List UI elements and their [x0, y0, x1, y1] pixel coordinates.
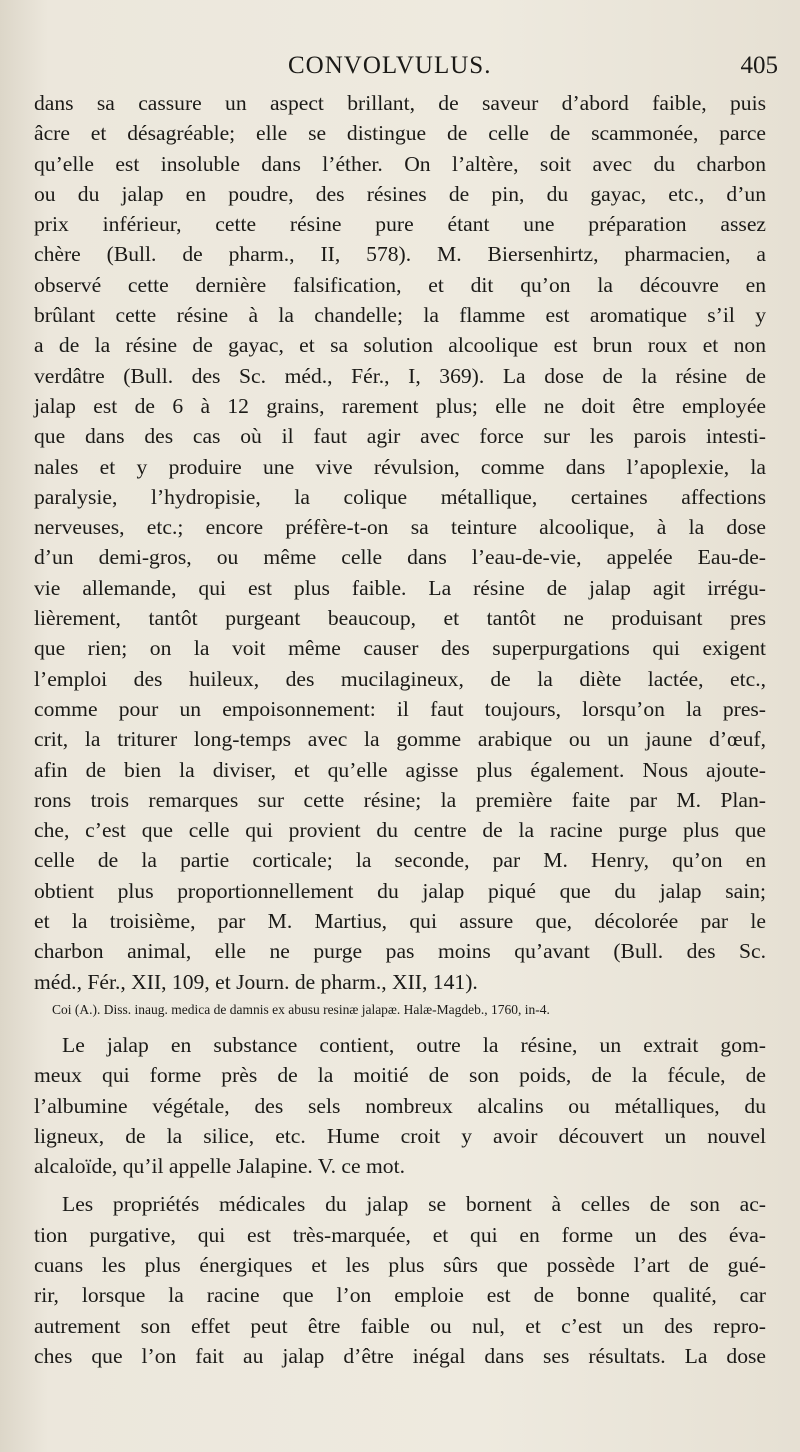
text-line: meux qui forme près de la moitié de son poids, de la fécule, de — [34, 1063, 766, 1088]
text-line: ligneux, de la silice, etc. Hume croit y avoir découvert un nouvel — [34, 1123, 766, 1148]
text-line: Les propriétés médicales du jalap se bornent à celles de son ac- — [62, 1192, 766, 1217]
text-line: obtient plus proportionnellement du jalap piqué que du jalap sain; — [34, 878, 766, 903]
text-line: tion purgative, qui est très-marquée, et qui en forme un des éva- — [34, 1222, 766, 1247]
text-line: nales et y produire une vive révulsion, comme dans l’apoplexie, la — [34, 454, 766, 479]
running-header — [0, 52, 800, 86]
text-line: afin de bien la diviser, et qu’elle agisse plus également. Nous ajoute- — [34, 757, 766, 782]
text-line: paralysie, l’hydropisie, la colique métallique, certaines affections — [34, 484, 766, 509]
text-line: observé cette dernière falsification, et dit qu’on la découvre en — [34, 272, 766, 297]
running-title: CONVOLVULUS. — [288, 52, 492, 79]
text-line: cuans les plus énergiques et les plus sûrs que possède l’art de gué- — [34, 1252, 766, 1277]
text-line: a de la résine de gayac, et sa solution alcoolique est brun roux et non — [34, 333, 766, 358]
text-line: l’emploi des huileux, des mucilagineux, de la diète lactée, etc., — [34, 666, 766, 691]
text-line: ou du jalap en poudre, des résines de pin, du gayac, etc., d’un — [34, 181, 766, 206]
text-line: comme pour un empoisonnement: il faut toujours, lorsqu’on la pres- — [34, 696, 766, 721]
text-line: brûlant cette résine à la chandelle; la flamme est aromatique s’il y — [34, 303, 766, 328]
text-line: chère (Bull. de pharm., II, 578). M. Biersenhirtz, pharmacien, a — [34, 242, 766, 267]
text-line: que dans des cas où il faut agir avec force sur les parois intesti- — [34, 424, 766, 449]
text-line: dans sa cassure un aspect brillant, de saveur d’abord faible, puis — [34, 91, 766, 115]
page-body — [34, 88, 766, 1371]
text-line: crit, la triturer long-temps avec la gomme arabique ou un jaune d’œuf, — [34, 727, 766, 752]
text-line: rons trois remarques sur cette résine; la première faite par M. Plan- — [34, 787, 766, 812]
text-line: ches que l’on fait au jalap d’être inégal dans ses résultats. La dose — [34, 1343, 766, 1368]
text-line: rir, lorsque la racine que l’on emploie est de bonne qualité, car — [34, 1283, 766, 1308]
text-line: alcaloïde, qu’il appelle Jalapine. V. ce mot. — [34, 1154, 405, 1179]
spacer — [34, 1181, 766, 1189]
text-line: nerveuses, etc.; encore préfère-t-on sa teinture alcoolique, à la dose — [34, 515, 766, 540]
text-line: d’un demi-gros, ou même celle dans l’eau-de-vie, appelée Eau-de- — [34, 545, 766, 570]
paragraph-3 — [34, 1189, 766, 1371]
text-line: et la troisième, par M. Martius, qui assure que, décolorée par le — [34, 909, 766, 934]
text-line: qu’elle est insoluble dans l’éther. On l’altère, soit avec du charbon — [34, 151, 766, 176]
text-line: lièrement, tantôt purgeant beaucoup, et tantôt ne produisant pres — [34, 606, 766, 631]
text-line: Le jalap en substance contient, outre la résine, un extrait gom- — [62, 1032, 766, 1057]
text-line: verdâtre (Bull. des Sc. méd., Fér., I, 369). La dose de la résine de — [34, 363, 766, 388]
paragraph-2 — [34, 1030, 766, 1181]
text-line: méd., Fér., XII, 109, et Journ. de pharm., XII, 141). — [34, 969, 478, 994]
text-line: celle de la partie corticale; la seconde, par M. Henry, qu’on en — [34, 848, 766, 873]
text-line: charbon animal, elle ne purge pas moins qu’avant (Bull. des Sc. — [34, 939, 766, 964]
footnote: Coi (A.). Diss. inaug. medica de damnis ex abusu resinæ jalapæ. Halæ-Magdeb., 1760, in-4. — [52, 1001, 550, 1017]
spacer — [34, 1022, 766, 1030]
text-line: vie allemande, qui est plus faible. La résine de jalap agit irrégu- — [34, 575, 766, 600]
paragraph-1 — [34, 88, 766, 997]
text-line: l’albumine végétale, des sels nombreux alcalins ou métalliques, du — [34, 1093, 766, 1118]
text-line: prix inférieur, cette résine pure étant une préparation assez — [34, 212, 766, 237]
text-line: âcre et désagréable; elle se distingue de celle de scammonée, parce — [34, 121, 766, 146]
text-line: autrement son effet peut être faible ou nul, et c’est un des repro- — [34, 1313, 766, 1338]
page-number: 405 — [740, 52, 778, 79]
text-line: que rien; on la voit même causer des superpurgations qui exigent — [34, 636, 766, 661]
text-line: jalap est de 6 à 12 grains, rarement plus; elle ne doit être employée — [34, 393, 766, 418]
text-line: che, c’est que celle qui provient du centre de la racine purge plus que — [34, 818, 766, 843]
